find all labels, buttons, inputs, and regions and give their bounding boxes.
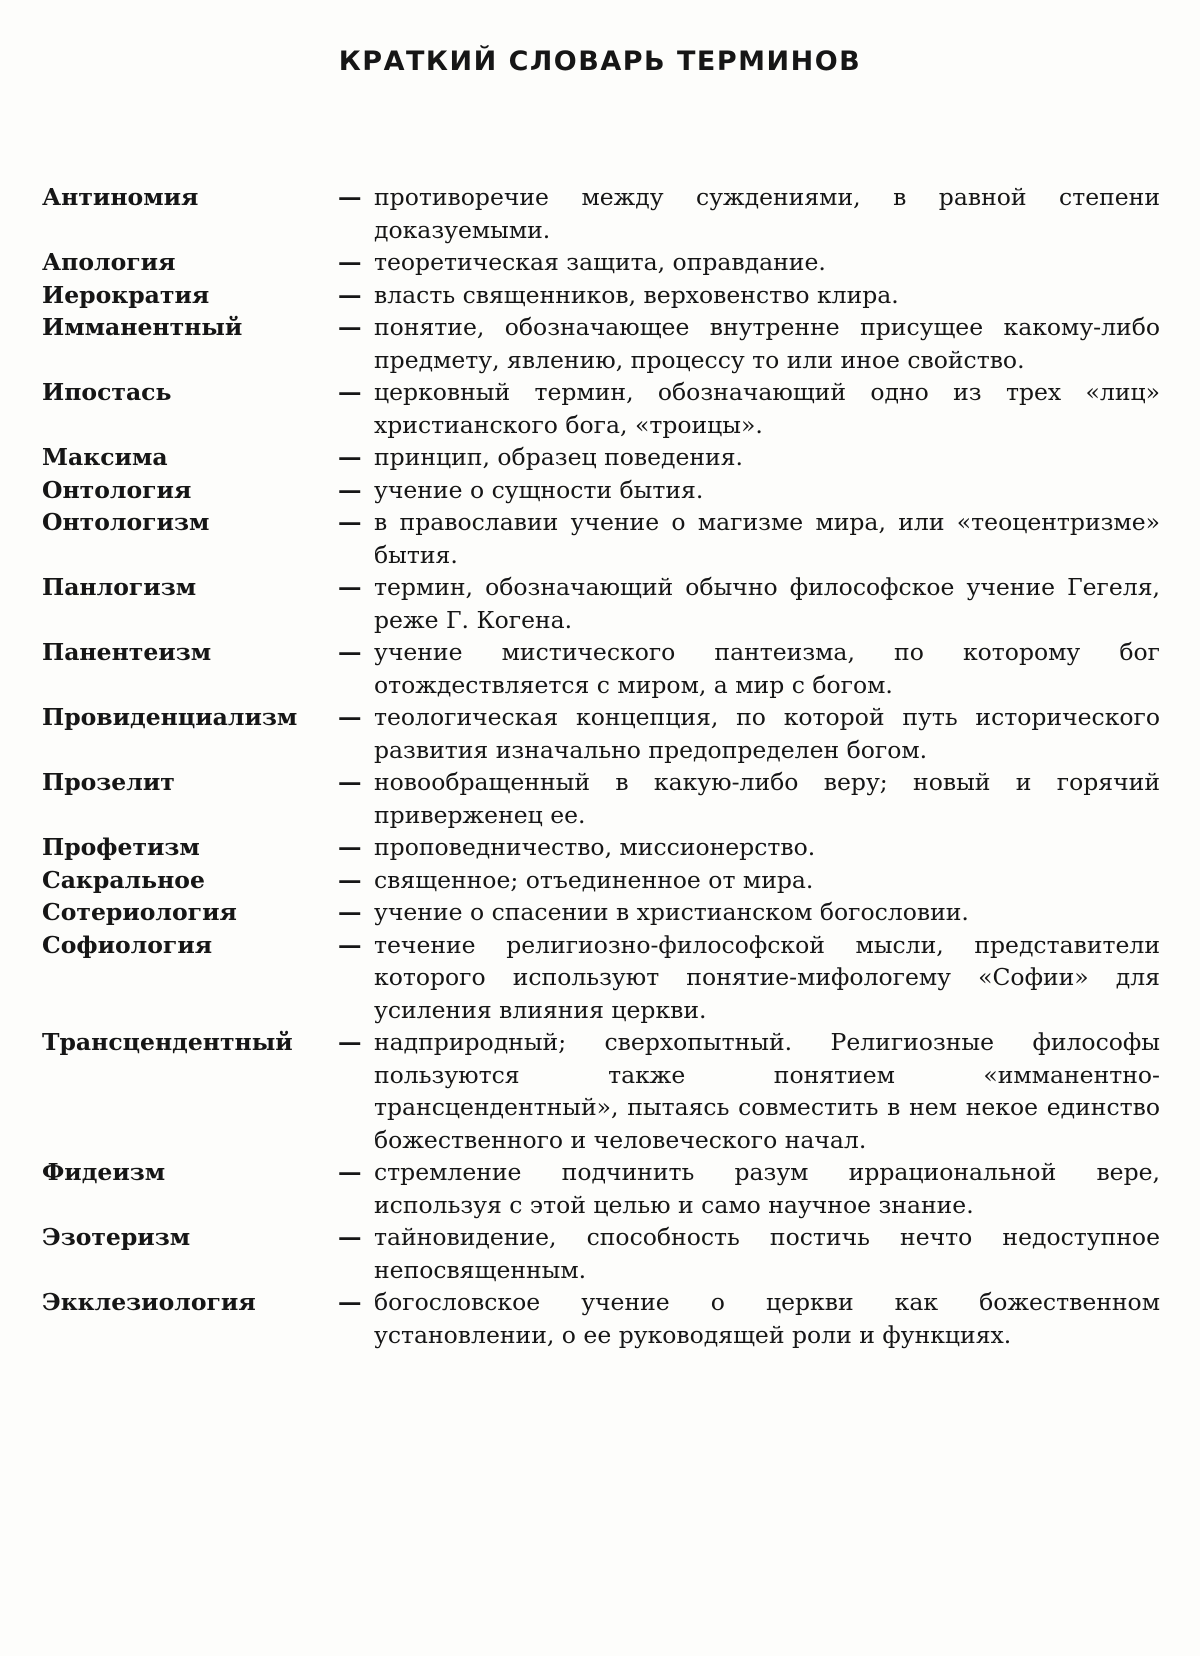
glossary-term: Максима [42, 443, 168, 471]
glossary-entry [42, 246, 1160, 279]
glossary-term: Экклезиология [42, 1288, 256, 1316]
glossary-entry [42, 896, 1160, 929]
glossary-entry [42, 1221, 1160, 1286]
entry-dash: — [338, 280, 362, 309]
glossary-definition: термин, обозначающий обычно философское учение Гегеля, реже Г. Когена. [374, 573, 1160, 634]
glossary-list [42, 181, 1160, 1351]
glossary-entry [42, 311, 1160, 376]
entry-dash: — [338, 443, 362, 471]
glossary-definition: противоречие между суждениями, в равной степени доказуемыми. [374, 183, 1160, 244]
glossary-definition: учение мистического пантеизма, по которому бог отождествляется с миром, а мир с богом. [374, 638, 1160, 699]
glossary-term: Иерократия [42, 280, 210, 309]
glossary-term: Панлогизм [42, 573, 197, 601]
entry-dash: — [338, 183, 362, 211]
glossary-entry [42, 279, 1160, 312]
glossary-entry [42, 831, 1160, 864]
entry-dash: — [338, 508, 362, 536]
glossary-term: Сакральное [42, 865, 205, 894]
glossary-term: Апология [42, 248, 176, 276]
glossary-definition: понятие, обозначающее внутренне присущее какому-либо предмету, явлению, процессу то или иное свойство. [374, 313, 1160, 374]
glossary-term: Фидеизм [42, 1158, 166, 1186]
glossary-definition: стремление подчинить разум иррациональной вере, используя с этой целью и само научное знание. [374, 1158, 1160, 1219]
entry-dash: — [338, 313, 362, 341]
glossary-definition: тайновидение, способность постичь нечто недоступное непосвященным. [374, 1223, 1160, 1284]
glossary-entry [42, 506, 1160, 571]
entry-dash: — [338, 703, 362, 731]
glossary-term: Софиология [42, 930, 213, 959]
glossary-definition: церковный термин, обозначающий одно из трех «лиц» христианского бога, «троицы». [374, 378, 1160, 439]
entry-dash: — [338, 833, 362, 861]
glossary-definition: власть священников, верховенство клира. [374, 280, 899, 309]
glossary-entry [42, 376, 1160, 441]
entry-dash: — [338, 930, 362, 959]
entry-dash: — [338, 898, 362, 926]
glossary-definition: принцип, образец поведения. [374, 443, 744, 471]
glossary-definition: учение о спасении в христианском богословии. [374, 898, 969, 926]
glossary-term: Трансцендентный [42, 1028, 293, 1056]
entry-dash: — [338, 378, 362, 406]
glossary-term: Ипостась [42, 378, 172, 406]
glossary-definition: учение о сущности бытия. [374, 475, 704, 504]
glossary-term: Онтологизм [42, 508, 210, 536]
glossary-entry [42, 441, 1160, 474]
glossary-entry [42, 1156, 1160, 1221]
glossary-definition: в православии учение о магизме мира, или «теоцентризме» бытия. [374, 508, 1160, 569]
glossary-term: Провиденциализм [42, 703, 298, 731]
entry-dash: — [338, 1158, 362, 1186]
glossary-definition: надприродный; сверхопытный. Религиозные философы пользуются также понятием «имманентно-трансцендентный», пытаясь совместить в нем некое единство божественного и человеческого начал. [374, 1028, 1160, 1154]
glossary-definition: богословское учение о церкви как божественном установлении, о ее руководящей роли и функциях. [374, 1288, 1160, 1349]
entry-dash: — [338, 865, 362, 894]
glossary-entry [42, 636, 1160, 701]
glossary-term: Панентеизм [42, 638, 212, 666]
entry-dash: — [338, 638, 362, 666]
glossary-entry [42, 766, 1160, 831]
page-title: КРАТКИЙ СЛОВАРЬ ТЕРМИНОВ [338, 46, 862, 77]
entry-dash: — [338, 1223, 362, 1251]
glossary-entry [42, 701, 1160, 766]
entry-dash: — [338, 248, 362, 276]
glossary-definition: священное; отъединенное от мира. [374, 865, 814, 894]
glossary-definition: проповедничество, миссионерство. [374, 833, 816, 861]
glossary-entry [42, 929, 1160, 1027]
glossary-definition: течение религиозно-философской мысли, представители которого используют понятие-мифологему «Софии» для усиления влияния церкви. [374, 930, 1160, 1024]
entry-dash: — [338, 1288, 362, 1316]
entry-dash: — [338, 768, 362, 796]
glossary-entry [42, 1286, 1160, 1351]
glossary-definition: теологическая концепция, по которой путь исторического развития изначально предопределен богом. [374, 703, 1160, 764]
glossary-entry [42, 181, 1160, 246]
glossary-term: Имманентный [42, 313, 243, 341]
glossary-entry [42, 864, 1160, 897]
glossary-term: Прозелит [42, 768, 175, 796]
glossary-term: Онтология [42, 475, 192, 504]
glossary-entry [42, 474, 1160, 507]
entry-dash: — [338, 573, 362, 601]
glossary-definition: теоретическая защита, оправдание. [374, 248, 826, 276]
glossary-term: Эзотеризм [42, 1223, 191, 1251]
entry-dash: — [338, 1028, 362, 1056]
glossary-term: Профетизм [42, 833, 200, 861]
glossary-definition: новообращенный в какую-либо веру; новый и горячий приверженец ее. [374, 768, 1160, 829]
glossary-term: Сотериология [42, 898, 237, 926]
entry-dash: — [338, 475, 362, 504]
glossary-term: Антиномия [42, 183, 199, 211]
glossary-entry [42, 571, 1160, 636]
glossary-entry [42, 1026, 1160, 1156]
